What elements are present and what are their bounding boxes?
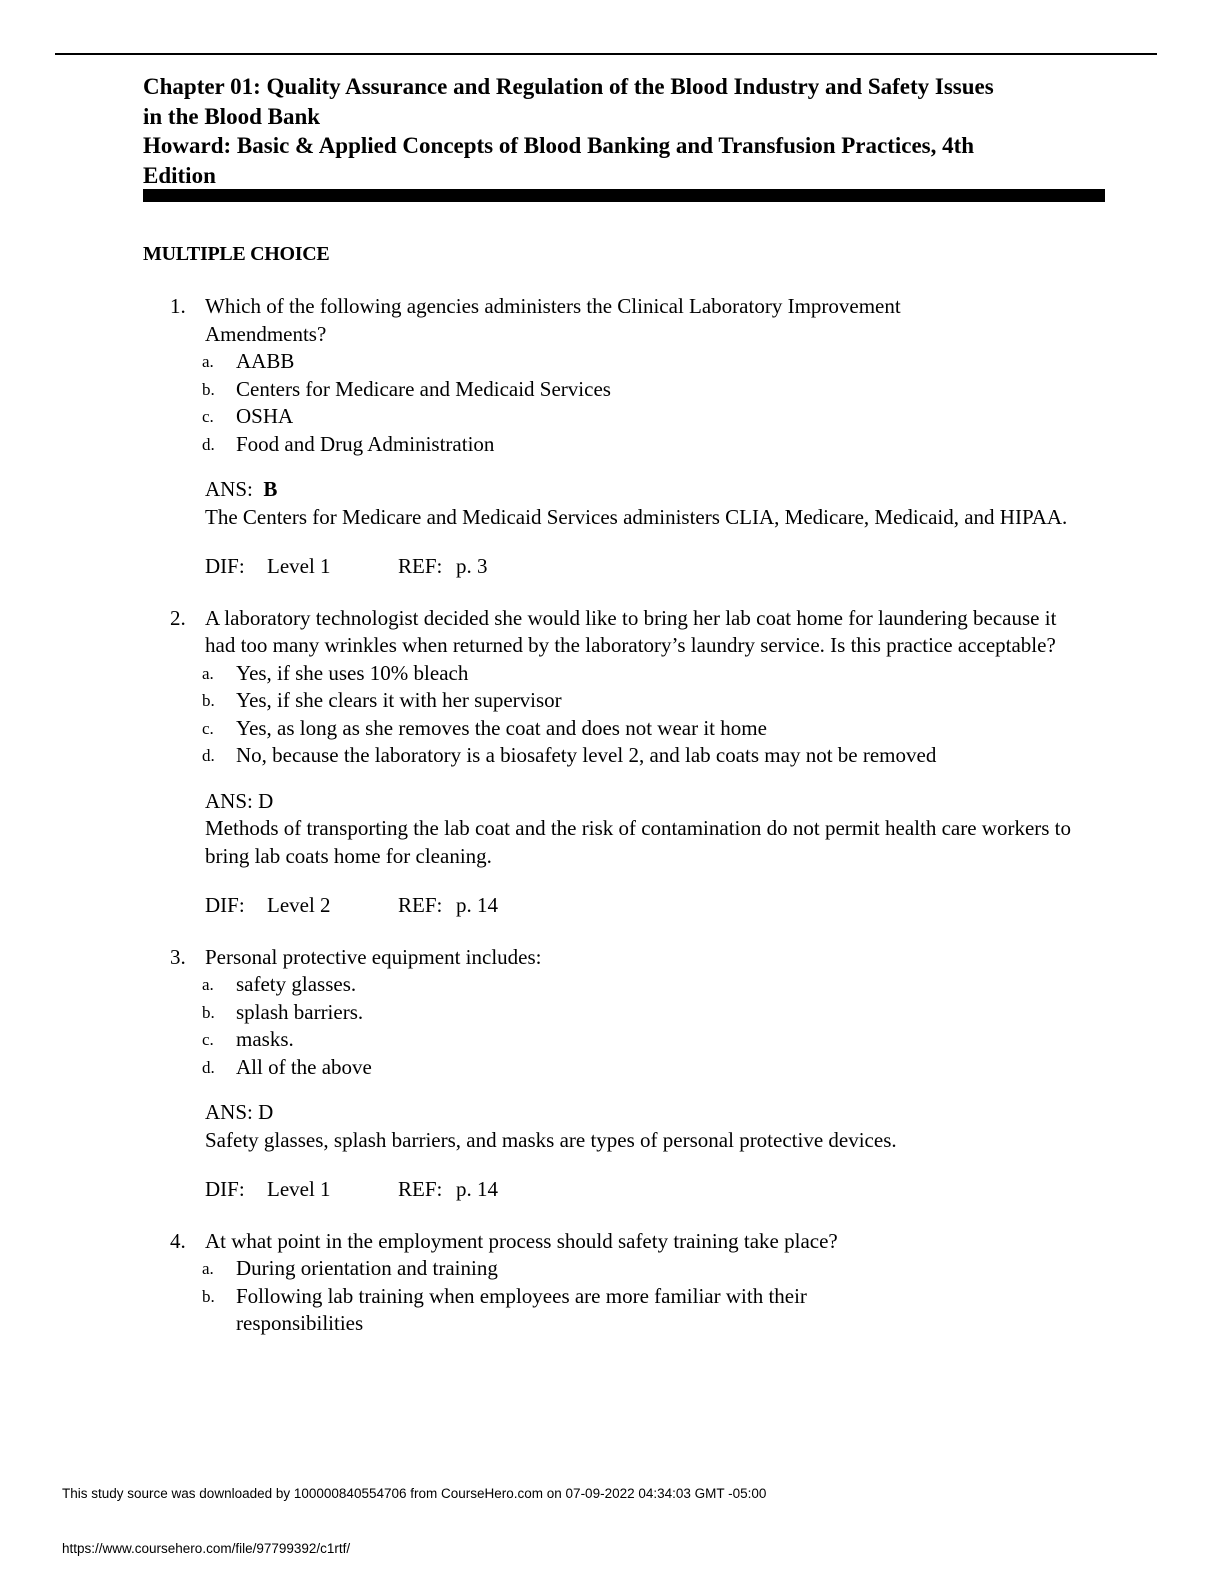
option-list [0, 348, 1224, 458]
question-number: 1. [170, 294, 186, 318]
questions-list [0, 293, 1224, 1338]
answer-label: ANS: [205, 1100, 253, 1124]
option-letter: d. [202, 1057, 215, 1077]
answer-value: D [258, 1100, 274, 1124]
option-a [202, 1255, 976, 1283]
question-stem: A laboratory technologist decided she would like to bring her lab coat home for laundering because it had too many wrinkles when returned by the laboratory’s laundry service. Is this practice acceptable? [205, 605, 1057, 657]
option-text: splash barriers. [236, 999, 364, 1024]
question-stem: Which of the following agencies administers the Clinical Laboratory Improvement Amendments? [205, 294, 901, 346]
top-rule [55, 53, 1157, 55]
section-heading: MULTIPLE CHOICE [143, 243, 330, 265]
option-text: Food and Drug Administration [236, 431, 495, 456]
option-text: All of the above [236, 1054, 372, 1079]
option-b [202, 999, 976, 1027]
option-text: safety glasses. [236, 972, 357, 996]
answer-label: ANS: [205, 477, 253, 501]
answer-block [205, 476, 1115, 531]
dif-label: DIF: [205, 554, 245, 578]
spacer [0, 581, 1224, 605]
option-letter: a. [202, 975, 214, 994]
option-letter: c. [202, 1030, 214, 1049]
answer-value: D [258, 788, 274, 813]
answer-value: B [263, 477, 278, 501]
title-divider [143, 189, 1105, 202]
option-letter: b. [202, 379, 215, 399]
question-stem: At what point in the employment process should safety training take place? [205, 1228, 838, 1253]
option-letter: c. [202, 718, 214, 738]
ref-label: REF: [398, 554, 443, 578]
option-text: Yes, if she clears it with her supervisor [236, 688, 562, 712]
question-1 [0, 293, 1224, 581]
option-text: Yes, if she uses 10% bleach [236, 660, 469, 685]
dif-value: Level 2 [267, 893, 331, 917]
option-letter: a. [202, 352, 214, 371]
option-c [202, 715, 976, 743]
question-2 [0, 605, 1224, 920]
spacer [0, 920, 1224, 944]
question-number: 2. [170, 605, 186, 630]
ref-label: REF: [398, 893, 443, 917]
dif-label: DIF: [205, 893, 245, 917]
question-meta [205, 553, 1224, 581]
option-letter: b. [202, 691, 215, 710]
title-line: Howard: Basic & Applied Concepts of Blood Banking and Transfusion Practices, 4th [143, 133, 975, 158]
question-4 [0, 1228, 1224, 1338]
answer-label: ANS: [205, 788, 253, 813]
option-text: AABB [236, 349, 295, 373]
ref-value: p. 3 [456, 554, 488, 578]
option-a [202, 660, 976, 688]
option-letter: b. [202, 1002, 215, 1022]
option-list [0, 971, 1224, 1081]
title-line: Chapter 01: Quality Assurance and Regulation of the Blood Industry and Safety Issues [143, 74, 994, 99]
question-meta [205, 1176, 1224, 1204]
option-text: Yes, as long as she removes the coat and does not wear it home [236, 715, 767, 740]
option-text: masks. [236, 1027, 294, 1051]
download-notice: This study source was downloaded by 100000840554706 from CourseHero.com on 07-09-2022 04:34:03 GMT -05:00 [62, 1486, 767, 1501]
option-a [202, 348, 976, 376]
option-d [202, 1054, 976, 1082]
option-text: No, because the laboratory is a biosafety level 2, and lab coats may not be removed [236, 743, 937, 767]
dif-value: Level 1 [267, 554, 331, 578]
source-url-link[interactable]: https://www.coursehero.com/file/97799392/c1rtf/ [62, 1541, 351, 1556]
option-letter: d. [202, 434, 215, 454]
rationale: Methods of transporting the lab coat and the risk of contamination do not permit health care workers to bring lab coats home for cleaning. [205, 816, 1072, 868]
dif-label: DIF: [205, 1177, 245, 1201]
dif-value: Level 1 [267, 1177, 331, 1201]
option-text: OSHA [236, 404, 294, 428]
option-letter: c. [202, 407, 214, 426]
option-text: Following lab training when employees are more familiar with their responsibilities [236, 1283, 807, 1335]
option-d [202, 742, 946, 770]
option-b [202, 376, 976, 404]
option-c [202, 1026, 976, 1054]
ref-value: p. 14 [456, 1177, 498, 1201]
option-b [202, 1283, 896, 1338]
title-line: Edition [143, 162, 216, 188]
option-list [0, 660, 1224, 770]
option-list [0, 1255, 1224, 1338]
option-letter: b. [202, 1286, 215, 1306]
question-meta [205, 892, 1224, 920]
spacer [0, 1204, 1224, 1228]
option-a [202, 971, 976, 999]
chapter-title [143, 72, 1108, 190]
question-stem: Personal protective equipment includes: [205, 944, 542, 969]
answer-block [205, 1099, 1115, 1154]
title-line: in the Blood Bank [143, 103, 321, 129]
ref-label: REF: [398, 1177, 443, 1201]
option-letter: d. [202, 746, 215, 765]
question-number: 3. [170, 944, 186, 969]
rationale: The Centers for Medicare and Medicaid Services administers CLIA, Medicare, Medicaid, and HIPAA. [205, 504, 1068, 529]
option-d [202, 431, 976, 459]
option-c [202, 403, 976, 431]
question-number: 4. [170, 1228, 186, 1253]
option-text: During orientation and training [236, 1256, 498, 1280]
option-text: Centers for Medicare and Medicaid Services [236, 376, 611, 401]
answer-block [205, 788, 1115, 871]
option-letter: a. [202, 663, 214, 683]
question-3 [0, 944, 1224, 1204]
ref-value: p. 14 [456, 893, 498, 917]
option-letter: a. [202, 1259, 214, 1278]
option-b [202, 687, 976, 715]
rationale: Safety glasses, splash barriers, and masks are types of personal protective devices. [205, 1127, 897, 1152]
